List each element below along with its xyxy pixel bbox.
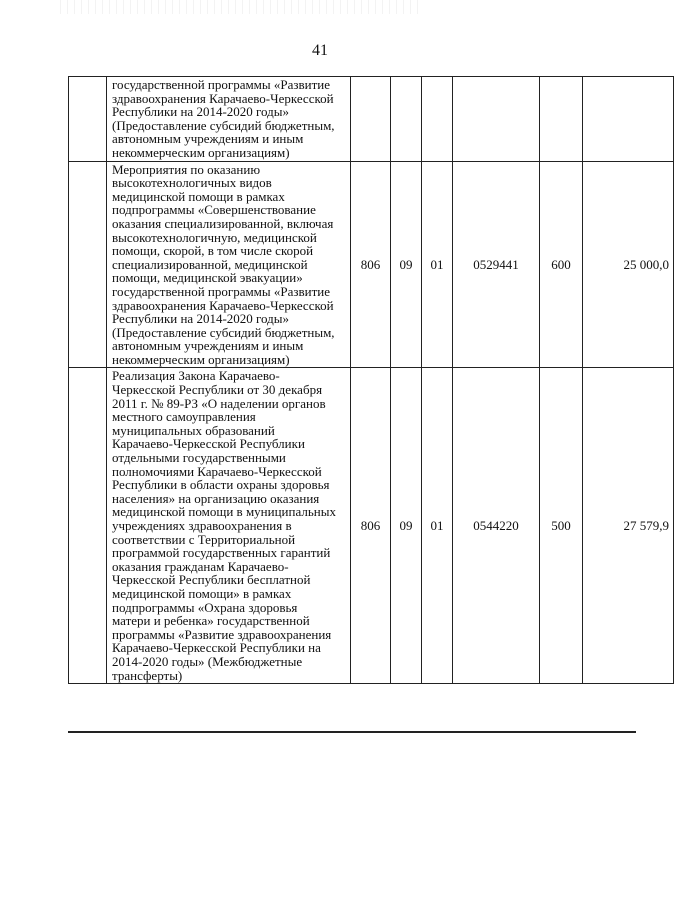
row-name-line: оказания специализированной, включая xyxy=(112,215,334,231)
row-name-line: (Предоставление субсидий бюджетным, xyxy=(112,324,335,340)
table-row xyxy=(69,77,674,162)
amount: 27 579,9 xyxy=(583,368,674,684)
expense-type-code xyxy=(540,77,583,162)
scan-artifact xyxy=(60,0,420,14)
row-name-line: местного самоуправления xyxy=(112,409,256,425)
row-name-line: программы «Развитие здравоохранения xyxy=(112,626,332,642)
target-code xyxy=(453,77,540,162)
row-name-line: населения» на организацию оказания xyxy=(112,490,320,506)
row-name-line: высокотехнологичных видов xyxy=(112,175,272,191)
amount xyxy=(583,77,674,162)
expense-type-code: 500 xyxy=(540,368,583,684)
row-name-line: муниципальных образований xyxy=(112,422,275,438)
expense-type-code: 600 xyxy=(540,161,583,368)
row-name-line: 2011 г. № 89-РЗ «О наделении органов xyxy=(112,395,326,411)
row-name-line: государственной программы «Развитие xyxy=(112,77,331,92)
row-name-line: специализированной, медицинской xyxy=(112,256,308,272)
row-name-line: здравоохранения Карачаево-Черкесской xyxy=(112,297,334,313)
row-name-line: Мероприятия по оказанию xyxy=(112,161,261,177)
amount: 25 000,0 xyxy=(583,161,674,368)
row-name-line: (Предоставление субсидий бюджетным, xyxy=(112,117,335,133)
table-row xyxy=(69,368,674,684)
row-name-line: некоммерческим организациям) xyxy=(112,144,290,160)
row-name-line: медицинской помощи в муниципальных xyxy=(112,504,336,520)
subsection-code: 01 xyxy=(422,368,453,684)
row-name-line: некоммерческим организациям) xyxy=(112,351,290,367)
table-bottom-rule xyxy=(68,731,636,733)
row-name-line: Карачаево-Черкесской Республики на xyxy=(112,640,321,656)
target-code: 0544220 xyxy=(453,368,540,684)
row-name-line: здравоохранения Карачаево-Черкесской xyxy=(112,90,334,106)
subsection-code xyxy=(422,77,453,162)
empty-cell xyxy=(69,77,107,162)
row-name-line: Республики в области охраны здоровья xyxy=(112,477,330,493)
row-name-line: помощи, медицинской эвакуации» xyxy=(112,270,303,286)
table-row xyxy=(69,161,674,368)
row-name-line: соответствии с Территориальной xyxy=(112,531,296,547)
row-name-line: полномочиями Карачаево-Черкесской xyxy=(112,463,322,479)
row-name-line: программой государственных гарантий xyxy=(112,545,331,561)
row-name-line: отдельными государственными xyxy=(112,450,286,466)
row-name xyxy=(107,368,351,684)
row-name-line: матери и ребенка» государственной xyxy=(112,613,310,629)
row-name xyxy=(107,161,351,368)
empty-cell xyxy=(69,161,107,368)
row-name-line: помощи, скорой, в том числе скорой xyxy=(112,243,314,259)
row-name-line: учреждениях здравоохранения в xyxy=(112,518,292,533)
row-name-line: Карачаево-Черкесской Республики xyxy=(112,436,305,452)
row-name-line: 2014-2020 годы» (Межбюджетные xyxy=(112,653,303,669)
row-name-line: трансферты) xyxy=(112,667,183,683)
row-name-line: подпрограммы «Охрана здоровья xyxy=(112,599,298,615)
row-name xyxy=(107,77,351,162)
row-name-line: медицинской помощи в рамках xyxy=(112,188,285,204)
row-name-line: высокотехнологичную, медицинской xyxy=(112,229,317,245)
page-number: 41 xyxy=(312,42,328,59)
section-code: 09 xyxy=(391,161,422,368)
row-name-line: Республики на 2014-2020 годы» xyxy=(112,311,290,327)
section-code: 09 xyxy=(391,368,422,684)
row-name-line: медицинской помощи» в рамках xyxy=(112,585,292,601)
row-name-line: автономным учреждениям и иным xyxy=(112,338,304,354)
target-code: 0529441 xyxy=(453,161,540,368)
empty-cell xyxy=(69,368,107,684)
row-name-line: подпрограммы «Совершенствование xyxy=(112,202,316,218)
row-name-line: Черкесской Республики бесплатной xyxy=(112,572,311,588)
row-name-line: автономным учреждениям и иным xyxy=(112,131,304,147)
subsection-code: 01 xyxy=(422,161,453,368)
row-name-line: Республики на 2014-2020 годы» xyxy=(112,104,290,120)
row-name-line: оказания гражданам Карачаево- xyxy=(112,558,289,574)
budget-table xyxy=(68,76,674,684)
admin-code: 806 xyxy=(351,368,391,684)
admin-code: 806 xyxy=(351,161,391,368)
row-name-line: Черкесской Республики от 30 декабря xyxy=(112,382,323,398)
section-code xyxy=(391,77,422,162)
row-name-line: Реализация Закона Карачаево- xyxy=(112,368,280,384)
admin-code xyxy=(351,77,391,162)
row-name-line: государственной программы «Развитие xyxy=(112,283,331,299)
